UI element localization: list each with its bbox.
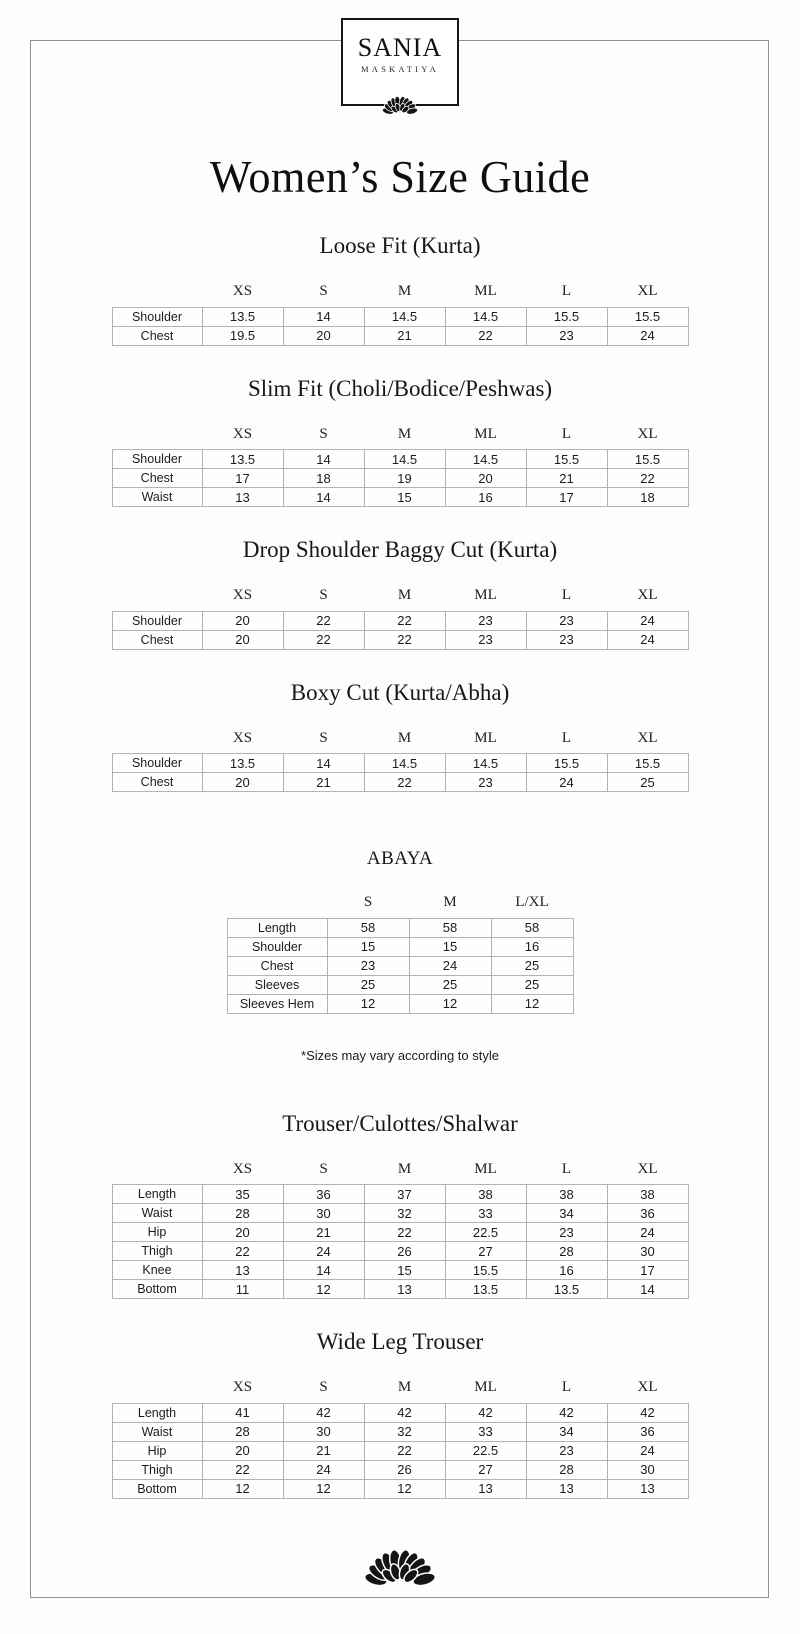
measurement-value: 23 (526, 611, 607, 630)
measurement-value: 24 (607, 611, 688, 630)
measurement-label: Waist (112, 488, 202, 507)
measurement-value: 17 (526, 488, 607, 507)
measurement-value: 15.5 (526, 307, 607, 326)
section-title: Slim Fit (Choli/Bodice/Peshwas) (247, 375, 553, 401)
measurement-label: Bottom (112, 1479, 202, 1498)
measurement-row (112, 630, 688, 649)
measurement-value: 25 (491, 975, 573, 994)
measurement-value: 22 (202, 1460, 283, 1479)
measurement-value: 38 (526, 1185, 607, 1204)
measurement-row (112, 1460, 688, 1479)
measurement-value: 24 (526, 773, 607, 792)
size-table-abaya (0, 892, 800, 1014)
measurement-value: 23 (445, 611, 526, 630)
measurement-value: 23 (327, 956, 409, 975)
measurement-label: Hip (112, 1441, 202, 1460)
measurement-value: 42 (283, 1403, 364, 1422)
measurement-value: 13.5 (202, 307, 283, 326)
measurement-value: 33 (445, 1422, 526, 1441)
measurement-value: 15.5 (607, 754, 688, 773)
measurement-label: Shoulder (112, 450, 202, 469)
size-column-header: S (319, 425, 328, 442)
size-column-header: XL (637, 1379, 658, 1396)
size-header-row (227, 892, 573, 918)
measurement-row (112, 1280, 688, 1299)
measurement-value: 30 (283, 1422, 364, 1441)
measurement-value: 14.5 (364, 450, 445, 469)
measurement-value: 28 (526, 1460, 607, 1479)
measurement-value: 17 (607, 1261, 688, 1280)
section-title: Loose Fit (Kurta) (319, 233, 481, 258)
size-table-grid (112, 424, 689, 508)
measurement-row (227, 975, 573, 994)
measurement-value: 58 (409, 918, 491, 937)
measurement-label: Chest (112, 469, 202, 488)
measurement-value: 13 (202, 488, 283, 507)
measurement-row (227, 937, 573, 956)
measurement-row (112, 488, 688, 507)
measurement-value: 14 (283, 1261, 364, 1280)
size-column-header: XS (232, 729, 253, 746)
measurement-row (227, 918, 573, 937)
measurement-value: 41 (202, 1403, 283, 1422)
measurement-value: 13 (202, 1261, 283, 1280)
measurement-value: 14 (283, 488, 364, 507)
size-column-header: ML (474, 587, 497, 604)
measurement-value: 22 (607, 469, 688, 488)
section-title: Trouser/Culottes/Shalwar (282, 1110, 518, 1136)
size-header-spacer (112, 585, 202, 611)
measurement-label: Bottom (112, 1280, 202, 1299)
size-table-grid (227, 892, 574, 1014)
size-column-header: S (319, 587, 328, 604)
measurement-value: 13 (364, 1280, 445, 1299)
measurement-value: 13 (607, 1479, 688, 1498)
laurel-ornament-icon (374, 93, 426, 117)
measurement-row (112, 754, 688, 773)
measurement-label: Chest (112, 773, 202, 792)
measurement-value: 15.5 (607, 307, 688, 326)
measurement-row (112, 469, 688, 488)
measurement-value: 15.5 (445, 1261, 526, 1280)
size-column-header: XS (232, 1379, 253, 1396)
size-column-header: L (561, 1379, 572, 1396)
size-column-header: M (397, 425, 412, 442)
measurement-value: 21 (283, 773, 364, 792)
measurement-label: Chest (227, 956, 327, 975)
measurement-value: 11 (202, 1280, 283, 1299)
measurement-value: 24 (607, 326, 688, 345)
measurement-value: 26 (364, 1242, 445, 1261)
measurement-value: 27 (445, 1242, 526, 1261)
measurement-value: 23 (526, 1441, 607, 1460)
size-header-row (112, 728, 688, 754)
size-header-spacer (112, 728, 202, 754)
page-title: Women’s Size Guide (209, 151, 591, 202)
size-column-header: ML (474, 1379, 497, 1396)
measurement-value: 33 (445, 1204, 526, 1223)
measurement-value: 13 (526, 1479, 607, 1498)
measurement-value: 24 (607, 630, 688, 649)
measurement-value: 12 (283, 1280, 364, 1299)
measurement-value: 26 (364, 1460, 445, 1479)
measurement-value: 19.5 (202, 326, 283, 345)
size-column-header: ML (474, 283, 497, 300)
size-column-header: L (561, 587, 572, 604)
measurement-value: 13.5 (445, 1280, 526, 1299)
measurement-label: Length (227, 918, 327, 937)
measurement-row (112, 1185, 688, 1204)
measurement-value: 42 (607, 1403, 688, 1422)
measurement-value: 12 (283, 1479, 364, 1498)
measurement-value: 22.5 (445, 1441, 526, 1460)
measurement-value: 25 (327, 975, 409, 994)
measurement-value: 14.5 (445, 307, 526, 326)
measurement-label: Hip (112, 1223, 202, 1242)
measurement-value: 30 (607, 1242, 688, 1261)
size-column-header: S (363, 894, 373, 911)
size-header-row (112, 281, 688, 307)
size-column-header: S (319, 1160, 328, 1177)
size-table-grid (112, 728, 689, 793)
measurement-value: 24 (409, 956, 491, 975)
measurement-value: 25 (607, 773, 688, 792)
measurement-value: 14.5 (364, 754, 445, 773)
measurement-row (112, 1204, 688, 1223)
measurement-value: 12 (327, 994, 409, 1013)
measurement-row (112, 307, 688, 326)
size-header-spacer (112, 424, 202, 450)
measurement-value: 28 (202, 1422, 283, 1441)
measurement-value: 14.5 (445, 450, 526, 469)
section-loose-fit-kurta (0, 233, 800, 346)
measurement-value: 22 (364, 773, 445, 792)
measurement-value: 13.5 (526, 1280, 607, 1299)
size-header-row (112, 585, 688, 611)
size-table-boxy-cut (0, 728, 800, 793)
measurement-label: Length (112, 1403, 202, 1422)
size-table-drop-shoulder (0, 585, 800, 650)
measurement-value: 23 (526, 1223, 607, 1242)
size-column-header: L/XL (515, 894, 549, 911)
measurement-value: 36 (607, 1422, 688, 1441)
size-column-header: M (397, 1379, 412, 1396)
size-column-header: M (397, 587, 412, 604)
size-column-header: XL (637, 1160, 658, 1177)
measurement-value: 20 (202, 773, 283, 792)
measurement-row (112, 1403, 688, 1422)
measurement-row (112, 1441, 688, 1460)
measurement-value: 23 (526, 630, 607, 649)
measurement-value: 28 (526, 1242, 607, 1261)
measurement-value: 32 (364, 1422, 445, 1441)
measurement-value: 24 (283, 1460, 364, 1479)
measurement-value: 36 (283, 1185, 364, 1204)
size-column-header: M (397, 283, 412, 300)
size-header-spacer (112, 1159, 202, 1185)
size-column-header: L (561, 425, 572, 442)
section-title: ABAYA (366, 848, 434, 869)
section-wide-leg-trouser (0, 1329, 800, 1499)
size-header-spacer (227, 892, 327, 918)
measurement-value: 42 (364, 1403, 445, 1422)
measurement-value: 34 (526, 1204, 607, 1223)
measurement-value: 14.5 (445, 754, 526, 773)
size-column-header: S (319, 1379, 328, 1396)
measurement-value: 20 (202, 1441, 283, 1460)
measurement-value: 15.5 (607, 450, 688, 469)
measurement-value: 23 (445, 630, 526, 649)
size-header-row (112, 1159, 688, 1185)
size-column-header: XS (232, 425, 253, 442)
section-title: Boxy Cut (Kurta/Abha) (290, 679, 510, 705)
measurement-value: 22 (445, 326, 526, 345)
measurement-value: 12 (202, 1479, 283, 1498)
measurement-value: 23 (526, 326, 607, 345)
measurement-value: 58 (491, 918, 573, 937)
measurement-value: 15 (364, 1261, 445, 1280)
section-title: Drop Shoulder Baggy Cut (Kurta) (242, 537, 558, 562)
size-column-header: M (397, 729, 412, 746)
section-abaya (0, 848, 800, 1014)
measurement-value: 16 (491, 937, 573, 956)
measurement-row (112, 611, 688, 630)
measurement-value: 18 (607, 488, 688, 507)
measurement-value: 32 (364, 1204, 445, 1223)
section-boxy-cut (0, 680, 800, 793)
section-title: Wide Leg Trouser (316, 1329, 484, 1354)
measurement-value: 21 (283, 1223, 364, 1242)
measurement-value: 20 (202, 611, 283, 630)
size-column-header: ML (474, 729, 497, 746)
measurement-label: Length (112, 1185, 202, 1204)
measurement-label: Knee (112, 1261, 202, 1280)
measurement-value: 16 (526, 1261, 607, 1280)
measurement-value: 22 (364, 1223, 445, 1242)
measurement-label: Shoulder (112, 611, 202, 630)
measurement-value: 15 (409, 937, 491, 956)
size-table-wide-leg-trouser (0, 1377, 800, 1499)
measurement-value: 23 (445, 773, 526, 792)
size-header-row (112, 1377, 688, 1403)
size-column-header: XS (232, 283, 253, 300)
measurement-value: 15 (327, 937, 409, 956)
measurement-value: 42 (445, 1403, 526, 1422)
measurement-value: 21 (283, 1441, 364, 1460)
size-column-header: ML (474, 425, 497, 442)
measurement-label: Waist (112, 1204, 202, 1223)
measurement-label: Shoulder (112, 754, 202, 773)
measurement-value: 22 (364, 1441, 445, 1460)
measurement-value: 17 (202, 469, 283, 488)
measurement-value: 24 (283, 1242, 364, 1261)
size-column-header: XS (232, 587, 253, 604)
measurement-value: 28 (202, 1204, 283, 1223)
size-column-header: S (319, 283, 328, 300)
size-column-header: M (443, 894, 457, 911)
measurement-row (112, 773, 688, 792)
measurement-row (112, 1242, 688, 1261)
measurement-label: Thigh (112, 1242, 202, 1261)
measurement-value: 12 (364, 1479, 445, 1498)
measurement-value: 25 (409, 975, 491, 994)
size-column-header: ML (474, 1160, 497, 1177)
measurement-value: 21 (526, 469, 607, 488)
measurement-row (227, 994, 573, 1013)
size-table-grid (112, 585, 689, 650)
measurement-value: 30 (607, 1460, 688, 1479)
measurement-value: 14 (607, 1280, 688, 1299)
measurement-value: 21 (364, 326, 445, 345)
size-table-grid (112, 281, 689, 346)
size-header-row (112, 424, 688, 450)
measurement-value: 38 (607, 1185, 688, 1204)
size-header-spacer (112, 1377, 202, 1403)
measurement-value: 24 (607, 1223, 688, 1242)
measurement-value: 38 (445, 1185, 526, 1204)
measurement-value: 15.5 (526, 450, 607, 469)
measurement-value: 20 (202, 1223, 283, 1242)
measurement-value: 12 (491, 994, 573, 1013)
size-column-header: M (397, 1160, 412, 1177)
measurement-label: Thigh (112, 1460, 202, 1479)
size-column-header: L (561, 1160, 572, 1177)
measurement-value: 22 (283, 630, 364, 649)
size-column-header: XL (637, 283, 658, 300)
measurement-value: 20 (283, 326, 364, 345)
section-trouser-culottes-shalwar (0, 1111, 800, 1300)
measurement-value: 22 (364, 630, 445, 649)
brand-name: SANIA (357, 33, 443, 62)
measurement-value: 13.5 (202, 450, 283, 469)
measurement-value: 22 (283, 611, 364, 630)
measurement-value: 14 (283, 754, 364, 773)
measurement-value: 14 (283, 450, 364, 469)
size-header-spacer (112, 281, 202, 307)
sizes-vary-note: *Sizes may vary according to style (301, 1047, 499, 1063)
measurement-row (112, 326, 688, 345)
size-column-header: XL (637, 425, 658, 442)
measurement-value: 12 (409, 994, 491, 1013)
size-column-header: L (561, 729, 572, 746)
measurement-value: 24 (607, 1441, 688, 1460)
measurement-row (112, 1422, 688, 1441)
measurement-label: Sleeves Hem (227, 994, 327, 1013)
size-table-trouser (0, 1159, 800, 1300)
footer-laurel-ornament-icon (348, 1544, 452, 1590)
size-column-header: XS (232, 1160, 253, 1177)
measurement-value: 36 (607, 1204, 688, 1223)
measurement-label: Shoulder (112, 307, 202, 326)
measurement-value: 22 (364, 611, 445, 630)
size-column-header: XL (637, 587, 658, 604)
measurement-row (112, 450, 688, 469)
measurement-value: 58 (327, 918, 409, 937)
measurement-value: 35 (202, 1185, 283, 1204)
measurement-label: Waist (112, 1422, 202, 1441)
measurement-row (227, 956, 573, 975)
measurement-value: 19 (364, 469, 445, 488)
section-slim-fit (0, 376, 800, 508)
measurement-label: Sleeves (227, 975, 327, 994)
measurement-value: 13.5 (202, 754, 283, 773)
measurement-row (112, 1223, 688, 1242)
measurement-value: 27 (445, 1460, 526, 1479)
section-drop-shoulder-baggy-cut (0, 537, 800, 650)
measurement-value: 15.5 (526, 754, 607, 773)
measurement-value: 15 (364, 488, 445, 507)
brand-logo (341, 18, 459, 106)
size-table-loose-fit (0, 281, 800, 346)
measurement-value: 16 (445, 488, 526, 507)
measurement-row (112, 1479, 688, 1498)
size-column-header: XL (637, 729, 658, 746)
measurement-label: Shoulder (227, 937, 327, 956)
measurement-value: 34 (526, 1422, 607, 1441)
measurement-row (112, 1261, 688, 1280)
measurement-value: 14.5 (364, 307, 445, 326)
size-table-grid (112, 1377, 689, 1499)
size-table-slim-fit (0, 424, 800, 508)
measurement-value: 42 (526, 1403, 607, 1422)
measurement-value: 13 (445, 1479, 526, 1498)
size-column-header: S (319, 729, 328, 746)
measurement-value: 22.5 (445, 1223, 526, 1242)
measurement-value: 14 (283, 307, 364, 326)
measurement-value: 25 (491, 956, 573, 975)
brand-tagline: MASKATIYA (361, 64, 439, 74)
measurement-value: 37 (364, 1185, 445, 1204)
measurement-value: 30 (283, 1204, 364, 1223)
size-column-header: L (561, 283, 572, 300)
measurement-value: 22 (202, 1242, 283, 1261)
measurement-label: Chest (112, 326, 202, 345)
measurement-value: 18 (283, 469, 364, 488)
size-table-grid (112, 1159, 689, 1300)
measurement-label: Chest (112, 630, 202, 649)
measurement-value: 20 (445, 469, 526, 488)
measurement-value: 20 (202, 630, 283, 649)
